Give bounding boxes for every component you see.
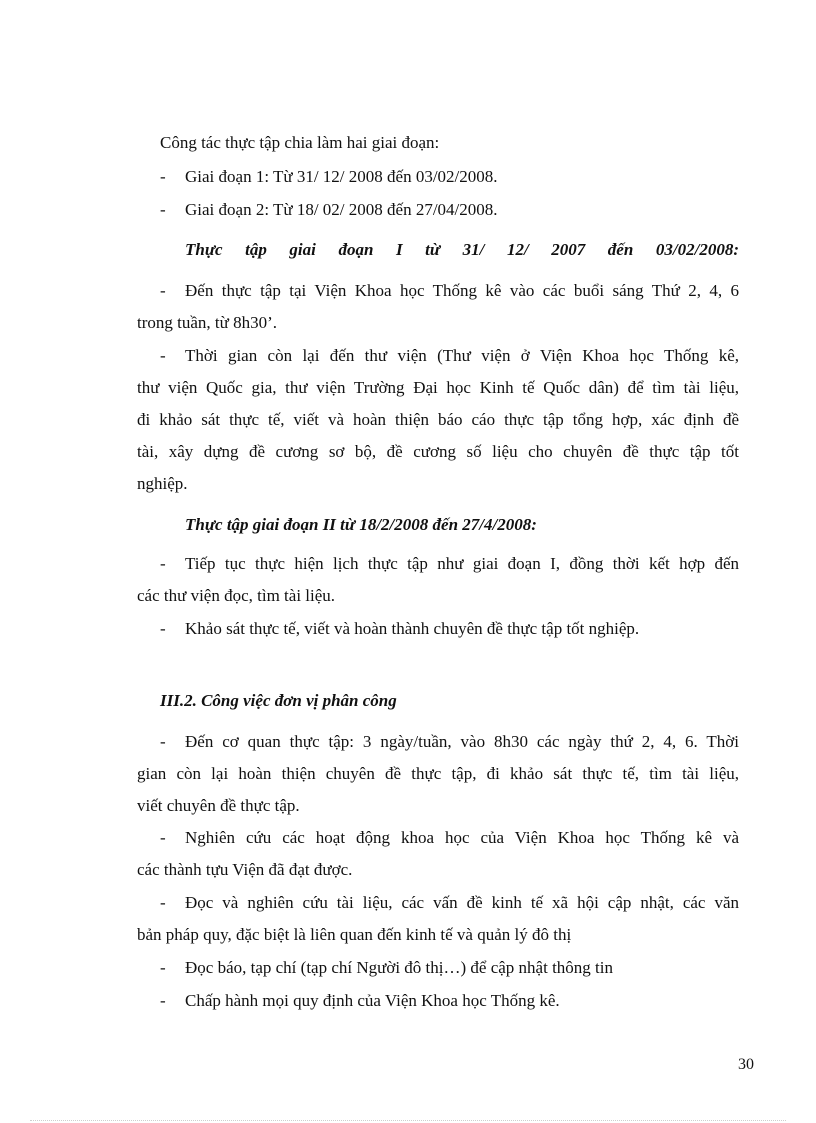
dash: -	[160, 958, 166, 977]
phase-2-item-1-line-2: các thư viện đọc, tìm tài liệu.	[137, 586, 336, 605]
phase-1-item-2-line-4: tài, xây dựng đề cương sơ bộ, đề cương số liệu cho chuyên đề thực tập tốt	[137, 442, 739, 461]
task-3-line-2: bản pháp quy, đặc biệt là liên quan đến kinh tế và quản lý đô thị	[137, 925, 572, 944]
phase-2-item-2: Khảo sát thực tế, viết và hoàn thành chuyên đề thực tập tốt nghiệp.	[185, 619, 640, 638]
phase-1-item-1-line-1: Đến thực tập tại Viện Khoa học Thống kê vào các buổi sáng Thứ 2, 4, 6	[185, 281, 739, 300]
dash: -	[160, 167, 166, 186]
task-1-line-1: Đến cơ quan thực tập: 3 ngày/tuần, vào 8h30 các ngày thứ 2, 4, 6. Thời	[185, 732, 739, 751]
phase-1-item-2-line-5: nghiệp.	[137, 474, 188, 493]
task-1-line-3: viết chuyên đề thực tập.	[137, 796, 300, 815]
task-4: Đọc báo, tạp chí (tạp chí Người đô thị…) để cập nhật thông tin	[185, 958, 613, 977]
phase-2-heading: Thực tập giai đoạn II từ 18/2/2008 đến 27/4/2008:	[185, 515, 537, 534]
dash: -	[160, 893, 166, 912]
dash: -	[160, 346, 166, 365]
task-2-line-2: các thành tựu Viện đã đạt được.	[137, 860, 353, 879]
phase-1-item-2-line-1: Thời gian còn lại đến thư viện (Thư viện ở Viện Khoa học Thống kê,	[185, 346, 739, 365]
task-5: Chấp hành mọi quy định của Viện Khoa học Thống kê.	[185, 991, 560, 1010]
task-2-line-1: Nghiên cứu các hoạt động khoa học của Viện Khoa học Thống kê và	[185, 828, 739, 847]
task-3-line-1: Đọc và nghiên cứu tài liệu, các vấn đề kinh tế xã hội cập nhật, các văn	[185, 893, 739, 912]
page-number: 30	[738, 1056, 754, 1073]
dash: -	[160, 828, 166, 847]
phase-1-heading: Thực tập giai đoạn I từ 31/ 12/ 2007 đến 03/02/2008:	[185, 240, 739, 259]
dash: -	[160, 554, 166, 573]
phase-1-item-2-line-3: đi khảo sát thực tế, viết và hoàn thiện báo cáo thực tập tổng hợp, xác định đề	[137, 410, 739, 429]
phase-1-item: Giai đoạn 1: Từ 31/ 12/ 2008 đến 03/02/2008.	[185, 167, 498, 186]
phase-2-item-1-line-1: Tiếp tục thực hiện lịch thực tập như giai đoạn I, đồng thời kết hợp đến	[185, 554, 739, 573]
dash: -	[160, 200, 166, 219]
page-divider	[30, 1120, 786, 1121]
dash: -	[160, 619, 166, 638]
dash: -	[160, 991, 166, 1010]
section-heading: III.2. Công việc đơn vị phân công	[160, 691, 397, 710]
dash: -	[160, 281, 166, 300]
phase-1-item-1-line-2: trong tuần, từ 8h30’.	[137, 313, 278, 332]
phase-1-item-2-line-2: thư viện Quốc gia, thư viện Trường Đại học Kinh tế Quốc dân) để tìm tài liệu,	[137, 378, 739, 397]
intro-text: Công tác thực tập chia làm hai giai đoạn:	[160, 133, 440, 152]
task-1-line-2: gian còn lại hoàn thiện chuyên đề thực tập, đi khảo sát thực tế, tìm tài liệu,	[137, 764, 739, 783]
dash: -	[160, 732, 166, 751]
phase-2-item: Giai đoạn 2: Từ 18/ 02/ 2008 đến 27/04/2008.	[185, 200, 498, 219]
